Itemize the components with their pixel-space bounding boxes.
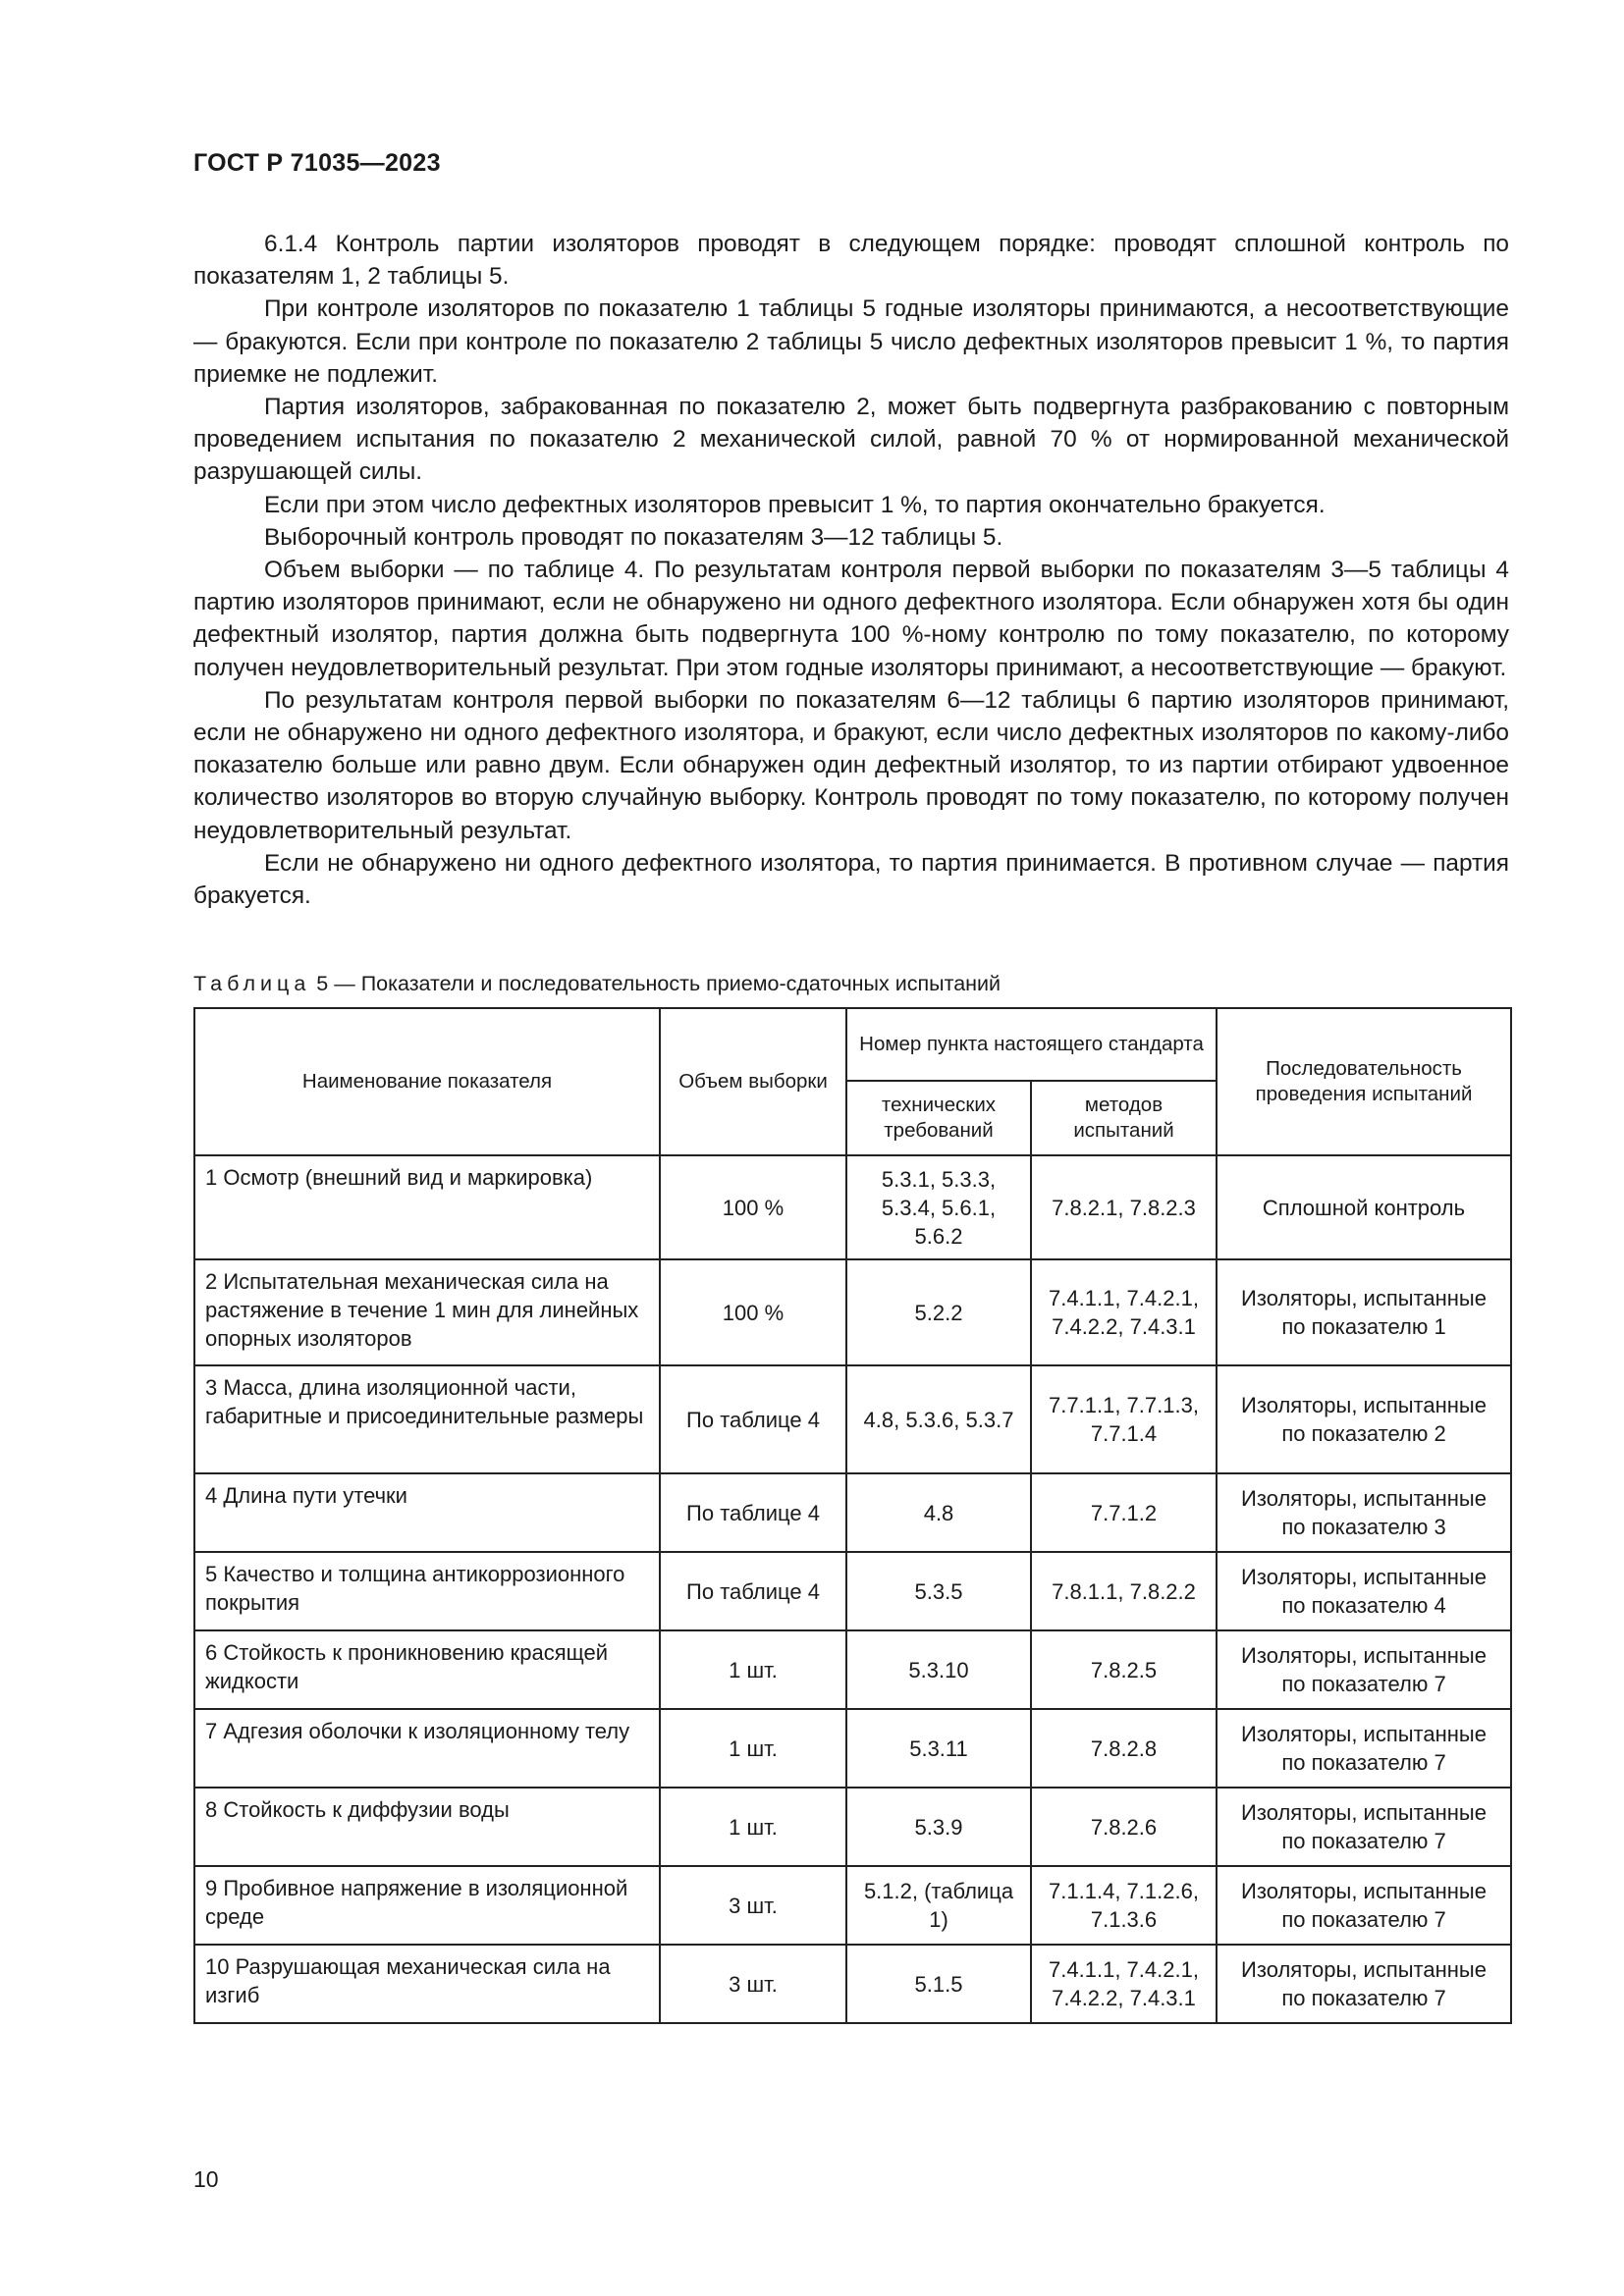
cell-sample: 1 шт.: [660, 1788, 846, 1866]
cell-sample: 100 %: [660, 1259, 846, 1365]
table-caption: [193, 972, 1001, 996]
cell-tech: 5.2.2: [846, 1259, 1031, 1365]
table-row: [194, 1630, 1511, 1709]
body-text: [193, 228, 1509, 912]
table-row: [194, 1709, 1511, 1788]
cell-sequence: Изоляторы, испытанные по показателю 7: [1217, 1709, 1511, 1788]
cell-methods: 7.4.1.1, 7.4.2.1, 7.4.2.2, 7.4.3.1: [1031, 1259, 1217, 1365]
paragraph: Объем выборки — по таблице 4. По результатам контроля первой выборки по показателям 3—5 таблицы 4 партию изоляторов принимают, если не обнаружено ни одного дефектного изолятора. Если обнаружен хотя бы один дефектный изолятор, партия должна быть подвергнута 100 %-ному контролю по тому показателю, по которому получен неудовлетворительный результат. При этом годные изоляторы принимают, а несоответствующие — бракуют.: [193, 557, 1509, 681]
cell-methods: 7.8.2.8: [1031, 1709, 1217, 1788]
cell-sequence: Изоляторы, испытанные по показателю 7: [1217, 1788, 1511, 1866]
cell-sequence: Изоляторы, испытанные по показателю 1: [1217, 1259, 1511, 1365]
cell-sequence: Изоляторы, испытанные по показателю 7: [1217, 1945, 1511, 2023]
cell-methods: 7.8.2.5: [1031, 1630, 1217, 1709]
cell-methods: 7.8.2.1, 7.8.2.3: [1031, 1155, 1217, 1259]
cell-sequence: Изоляторы, испытанные по показателю 7: [1217, 1630, 1511, 1709]
document-header: ГОСТ Р 71035—2023: [193, 149, 441, 177]
cell-name: 4 Длина пути утечки: [194, 1473, 660, 1552]
table-row: [194, 1365, 1511, 1473]
header-methods: методов испытаний: [1031, 1081, 1217, 1155]
cell-tech: 5.3.5: [846, 1552, 1031, 1630]
header-sample: Объем выборки: [660, 1008, 846, 1155]
cell-sample: 1 шт.: [660, 1630, 846, 1709]
table-row: [194, 1473, 1511, 1552]
cell-sequence: Изоляторы, испытанные по показателю 4: [1217, 1552, 1511, 1630]
cell-name: 7 Адгезия оболочки к изоляционному телу: [194, 1709, 660, 1788]
cell-tech: 5.3.1, 5.3.3, 5.3.4, 5.6.1, 5.6.2: [846, 1155, 1031, 1259]
paragraph: По результатам контроля первой выборки по показателям 6—12 таблицы 6 партию изоляторов принимают, если не обнаружено ни одного дефектного изолятора, и бракуют, если число дефектных изоляторов по какому-либо показателю больше или равно двум. Если обнаружен один дефектный изолятор, то из партии отбирают удвоенное количество изоляторов во вторую случайную выборку. Контроль проводят по тому показателю, по которому получен неудовлетворительный результат.: [193, 686, 1509, 844]
header-tech: технических требований: [846, 1081, 1031, 1155]
paragraph: Если при этом число дефектных изоляторов превысит 1 %, то партия окончательно бракуется.: [264, 491, 1326, 518]
cell-methods: 7.7.1.1, 7.7.1.3, 7.7.1.4: [1031, 1365, 1217, 1473]
cell-tech: 5.3.10: [846, 1630, 1031, 1709]
cell-tech: 5.3.11: [846, 1709, 1031, 1788]
cell-name: 8 Стойкость к диффузии воды: [194, 1788, 660, 1866]
cell-name: 6 Стойкость к проникновению красящей жидкости: [194, 1630, 660, 1709]
paragraph: Выборочный контроль проводят по показателям 3—12 таблицы 5.: [264, 523, 1003, 551]
cell-sequence: Сплошной контроль: [1217, 1155, 1511, 1259]
page-number: 10: [193, 2166, 219, 2192]
cell-name: 3 Масса, длина изоляционной части, габаритные и присоединительные размеры: [194, 1365, 660, 1473]
cell-name: 10 Разрушающая механическая сила на изгиб: [194, 1945, 660, 2023]
paragraph: Если не обнаружено ни одного дефектного изолятора, то партия принимается. В противном случае — партия бракуется.: [193, 849, 1509, 910]
table-caption-prefix: Таблица: [193, 972, 311, 995]
cell-tech: 5.3.9: [846, 1788, 1031, 1866]
cell-sample: 3 шт.: [660, 1866, 846, 1945]
table-caption-text: 5 — Показатели и последовательность приемо-сдаточных испытаний: [310, 972, 1001, 995]
cell-sequence: Изоляторы, испытанные по показателю 3: [1217, 1473, 1511, 1552]
cell-sample: По таблице 4: [660, 1365, 846, 1473]
cell-sequence: Изоляторы, испытанные по показателю 7: [1217, 1866, 1511, 1945]
cell-tech: 4.8: [846, 1473, 1031, 1552]
table-row: [194, 1945, 1511, 2023]
cell-sample: 1 шт.: [660, 1709, 846, 1788]
cell-tech: 4.8, 5.3.6, 5.3.7: [846, 1365, 1031, 1473]
cell-name: 2 Испытательная механическая сила на растяжение в течение 1 мин для линейных опорных изоляторов: [194, 1259, 660, 1365]
paragraph: 6.1.4 Контроль партии изоляторов проводят в следующем порядке: проводят сплошной контроль по показателям 1, 2 таблицы 5.: [193, 231, 1509, 291]
cell-sample: 3 шт.: [660, 1945, 846, 2023]
table-row: [194, 1155, 1511, 1259]
table-row: [194, 1552, 1511, 1630]
cell-methods: 7.8.1.1, 7.8.2.2: [1031, 1552, 1217, 1630]
header-clause-group: Номер пункта настоящего стандарта: [846, 1008, 1217, 1081]
cell-name: 5 Качество и толщина антикоррозионного покрытия: [194, 1552, 660, 1630]
cell-methods: 7.4.1.1, 7.4.2.1, 7.4.2.2, 7.4.3.1: [1031, 1945, 1217, 2023]
table-row: [194, 1866, 1511, 1945]
paragraph: При контроле изоляторов по показателю 1 таблицы 5 годные изоляторы принимаются, а несоответствующие — бракуются. Если при контроле по показателю 2 таблицы 5 число дефектных изоляторов превысит 1 %, то партия приемке не подлежит.: [193, 295, 1509, 388]
cell-name: 9 Пробивное напряжение в изоляционной среде: [194, 1866, 660, 1945]
table-row: [194, 1788, 1511, 1866]
cell-methods: 7.1.1.4, 7.1.2.6, 7.1.3.6: [1031, 1866, 1217, 1945]
table-row: [194, 1259, 1511, 1365]
cell-tech: 5.1.5: [846, 1945, 1031, 2023]
cell-tech: 5.1.2, (таблица 1): [846, 1866, 1031, 1945]
paragraph: Партия изоляторов, забракованная по показателю 2, может быть подвергнута разбракованию с повторным проведением испытания по показателю 2 механической силой, равной 70 % от нормированной механической разрушающей силы.: [193, 394, 1509, 486]
cell-sample: По таблице 4: [660, 1552, 846, 1630]
cell-sample: 100 %: [660, 1155, 846, 1259]
header-name: Наименование показателя: [194, 1008, 660, 1155]
cell-name: 1 Осмотр (внешний вид и маркировка): [194, 1155, 660, 1259]
header-sequence: Последовательность проведения испытаний: [1217, 1008, 1511, 1155]
cell-sequence: Изоляторы, испытанные по показателю 2: [1217, 1365, 1511, 1473]
cell-methods: 7.8.2.6: [1031, 1788, 1217, 1866]
cell-sample: По таблице 4: [660, 1473, 846, 1552]
indicators-table: [193, 1007, 1512, 2024]
cell-methods: 7.7.1.2: [1031, 1473, 1217, 1552]
